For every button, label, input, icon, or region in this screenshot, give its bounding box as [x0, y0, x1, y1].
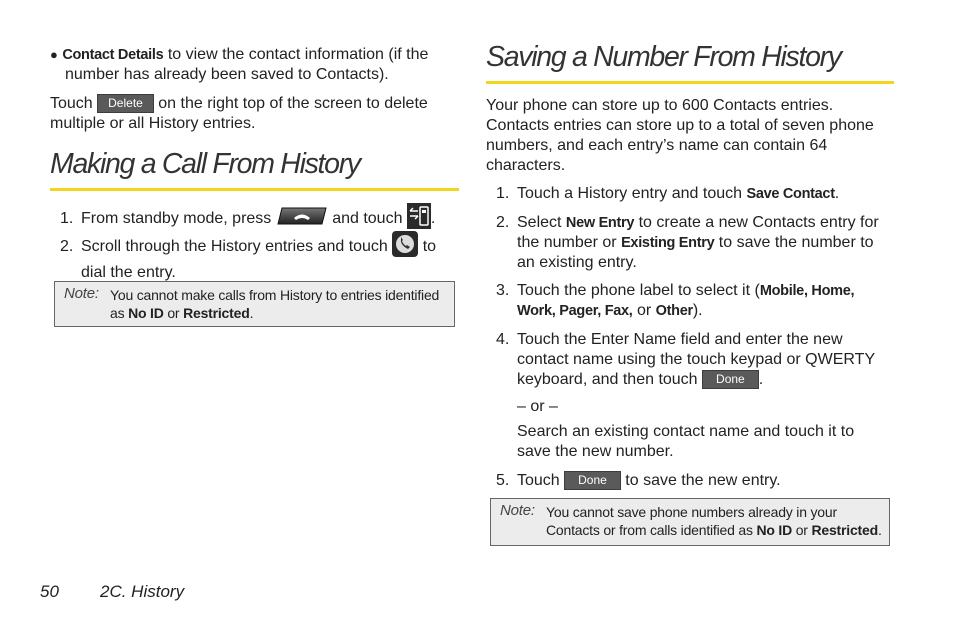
making-call-heading: Making a Call From History	[50, 148, 360, 180]
contact-details-bullet	[50, 45, 470, 85]
note-bold-2: Restricted	[183, 305, 250, 321]
or-separator: – or –	[517, 398, 558, 415]
bullet-dot: ●	[50, 47, 58, 62]
note-label: Note:	[64, 285, 99, 302]
step-2	[496, 213, 901, 273]
step-number: 3.	[496, 282, 510, 299]
done-button[interactable]: Done	[702, 370, 759, 389]
intro-line: characters.	[486, 157, 566, 174]
note-end2: .	[877, 522, 882, 538]
new-entry-label: New Entry	[565, 215, 635, 231]
existing-entry-label: Existing Entry	[621, 235, 715, 251]
note-label: Note:	[500, 502, 535, 519]
step-text-d: the number or	[517, 234, 622, 251]
note-bold-1: No ID	[128, 305, 164, 321]
note-bold-2: Restricted	[811, 522, 878, 538]
step-number: 4.	[496, 331, 510, 348]
step-text-b: to	[418, 238, 437, 256]
intro-line: Contacts entries can store up to a total of seven phone	[486, 117, 874, 134]
step-text-b: to save the new entry.	[620, 472, 781, 489]
note-pre2: Contacts or from calls identified as	[546, 522, 757, 538]
touch-delete-line2: multiple or all History entries.	[50, 115, 256, 132]
step-text: Touch	[517, 472, 565, 489]
labels-bold-1: Mobile, Home,	[759, 283, 855, 299]
step-number: 2.	[496, 214, 510, 231]
step-line1: Touch the Enter Name field and enter the new	[517, 331, 843, 348]
done-button[interactable]: Done	[564, 471, 621, 490]
step-number: 1.	[60, 210, 74, 228]
note-text	[110, 286, 460, 322]
labels-bold-2: Work, Pager, Fax,	[517, 303, 633, 319]
bullet-text: to view the contact information (if the	[163, 46, 429, 63]
step-text: From standby mode, press	[81, 210, 276, 228]
right-note	[490, 498, 890, 546]
talk-key-icon	[276, 206, 328, 232]
note-text	[546, 503, 896, 539]
intro-line: Your phone can store up to 600 Contacts entries.	[486, 97, 834, 114]
step-text-d: or	[632, 302, 656, 319]
step-end: .	[758, 371, 764, 388]
step-number: 2.	[60, 238, 74, 256]
step-text-b: and touch	[327, 210, 407, 228]
step-text-f: to save the number to	[714, 234, 874, 251]
step-text-g: an existing entry.	[517, 254, 637, 271]
step-3	[496, 281, 901, 321]
note-line1: You cannot make calls from History to entries identified	[110, 287, 440, 303]
intro-line: numbers, and each entry’s name can contain 64	[486, 137, 828, 154]
heading-rule	[50, 188, 459, 191]
search-alternative	[517, 422, 907, 462]
other-label: Other	[655, 303, 693, 319]
step-text: Select	[517, 214, 566, 231]
step-number: 5.	[496, 472, 510, 489]
step-number: 1.	[496, 185, 510, 202]
note-pre2: as	[110, 305, 129, 321]
touch-delete-post: on the right top of the screen to delete	[153, 95, 428, 112]
saving-number-heading: Saving a Number From History	[486, 41, 841, 73]
page-number: 50	[40, 582, 59, 601]
section-title: 2C. History	[100, 582, 185, 601]
bullet-text-2: number has already been saved to Contacts).	[65, 66, 389, 83]
note-mid2: or	[792, 522, 812, 538]
step-text-end: .	[834, 185, 840, 202]
search-line2: save the new number.	[517, 443, 674, 460]
step-text-f: ).	[692, 302, 703, 319]
touch-delete-pre: Touch	[50, 95, 98, 112]
call-icon	[392, 231, 418, 263]
step-5	[496, 471, 901, 491]
touch-delete-paragraph	[50, 94, 470, 134]
bullet-term: Contact Details	[62, 47, 164, 63]
save-contact-label: Save Contact	[746, 186, 835, 202]
step-1	[496, 184, 901, 204]
step-text: Touch the phone label to select it (	[517, 282, 760, 299]
step-text-c: .	[430, 210, 436, 228]
step-line2: contact name using the touch keypad or QWERTY	[517, 351, 876, 368]
note-end2: .	[249, 305, 254, 321]
intro-paragraph	[486, 96, 901, 176]
step-text-line2: dial the entry.	[81, 264, 176, 281]
step-4	[496, 330, 906, 390]
note-mid2: or	[163, 305, 184, 321]
delete-button[interactable]: Delete	[97, 94, 154, 113]
step-text: Touch a History entry and touch	[517, 185, 747, 202]
step-text-c: to create a new Contacts entry for	[634, 214, 879, 231]
search-line1: Search an existing contact name and touch it to	[517, 423, 855, 440]
note-bold-1: No ID	[756, 522, 793, 538]
left-note	[54, 281, 455, 327]
step-2	[60, 231, 470, 283]
step-text: Scroll through the History entries and touch	[81, 238, 393, 256]
heading-rule	[486, 81, 894, 84]
step-line3: keyboard, and then touch	[517, 371, 703, 388]
note-line1: You cannot save phone numbers already in your	[546, 504, 837, 520]
